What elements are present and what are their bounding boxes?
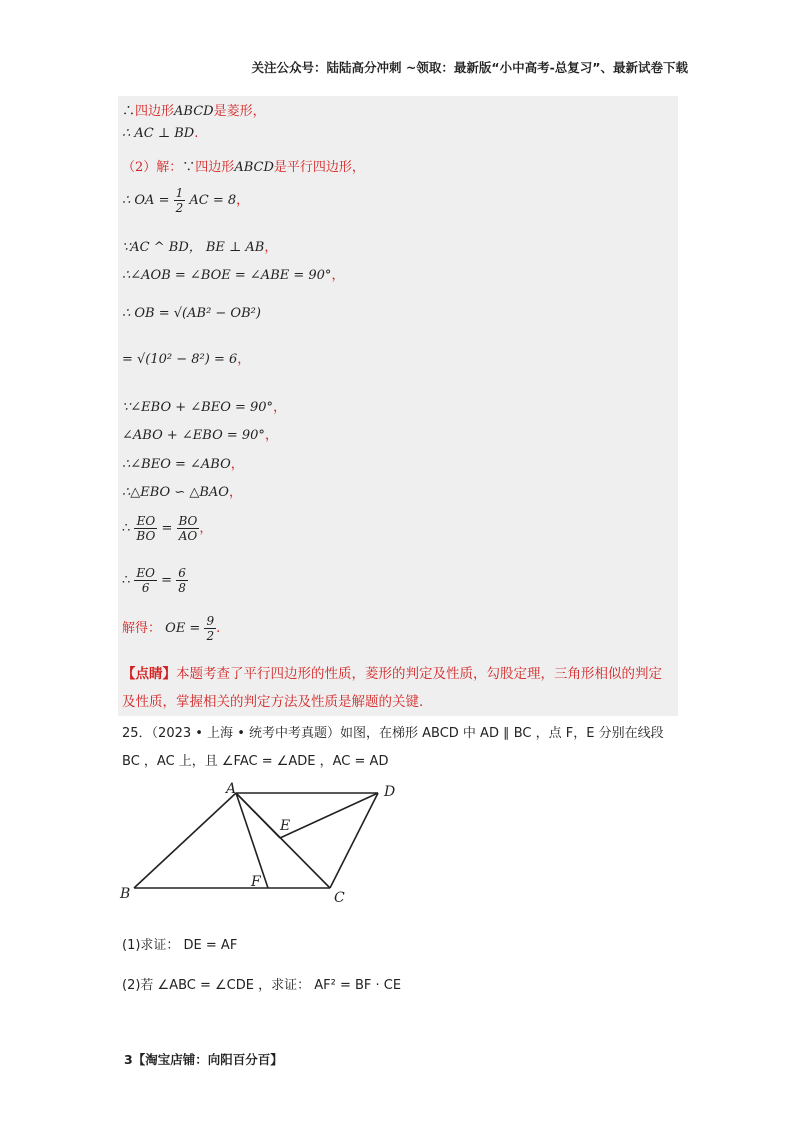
solution-line-12: ∴△EBO ∽ △BAO， <box>122 485 242 500</box>
solution-line-8: = √(10² − 8²) = 6， <box>122 352 251 367</box>
solution-line-4: ∴ OA = $\frac{1}{2}$ AC = 8， <box>122 186 250 215</box>
question-2: (2)若 ∠ABC = ∠CDE ，求证： AF² = BF · CE <box>122 978 402 993</box>
problem-statement: 25．（2023 • 上海 • 统考中考真题）如图，在梯形 ABCD 中 AD ∥ BC ，点 F，E 分别在线段 BC ，AC 上，且 ∠FAC = ∠ADE ，AC = AD <box>122 726 664 769</box>
solution-line-7: ∴ OB = √(AB² − OB²) <box>122 306 261 321</box>
label-F: F <box>251 874 261 890</box>
solution-line-10: ∠ABO + ∠EBO = 90°， <box>122 428 278 443</box>
solution-line-15: 解得： OE = $\frac{9}{2}$ . <box>122 614 221 643</box>
label-A: A <box>226 781 237 797</box>
solution-line-11: ∴∠BEO = ∠ABO， <box>122 457 244 472</box>
solution-line-2: ∴ AC ⊥ BD. <box>122 126 199 141</box>
solution-line-6: ∴∠AOB = ∠BOE = ∠ABE = 90°， <box>122 268 345 283</box>
label-B: B <box>120 886 131 902</box>
label-D: D <box>384 784 396 800</box>
solution-line-5: ∵AC ^ BD， BE ⊥ AB， <box>122 240 278 255</box>
solution-line-13: ∴ $\frac{EO}{BO}$ = $\frac{BO}{AO}$ ， <box>122 514 213 543</box>
page-header: 关注公众号：陆陆高分冲刺 ~领取：最新版“小中高考-总复习”、最新试卷下载 <box>251 60 688 75</box>
label-E: E <box>280 818 291 834</box>
solution-line-14: ∴ $\frac{EO}{6}$ = $\frac{6}{8}$ <box>122 566 186 595</box>
comment-note: 【点睛】本题考查了平行四边形的性质，菱形的判定及性质，勾股定理，三角形相似的判定及性质，掌握相关的判定方法及性质是解题的关键. <box>122 666 662 710</box>
solution-line-3: （2）解：∵四边形ABCD是平行四边形， <box>122 160 365 175</box>
solution-line-9: ∵∠EBO + ∠BEO = 90°， <box>122 400 287 415</box>
solution-line-1: ∴四边形ABCD是菱形， <box>122 104 266 119</box>
label-C: C <box>334 890 345 906</box>
page-footer: 3【淘宝店铺：向阳百分百】 <box>124 1052 283 1067</box>
question-1: (1)求证： DE = AF <box>122 938 238 953</box>
